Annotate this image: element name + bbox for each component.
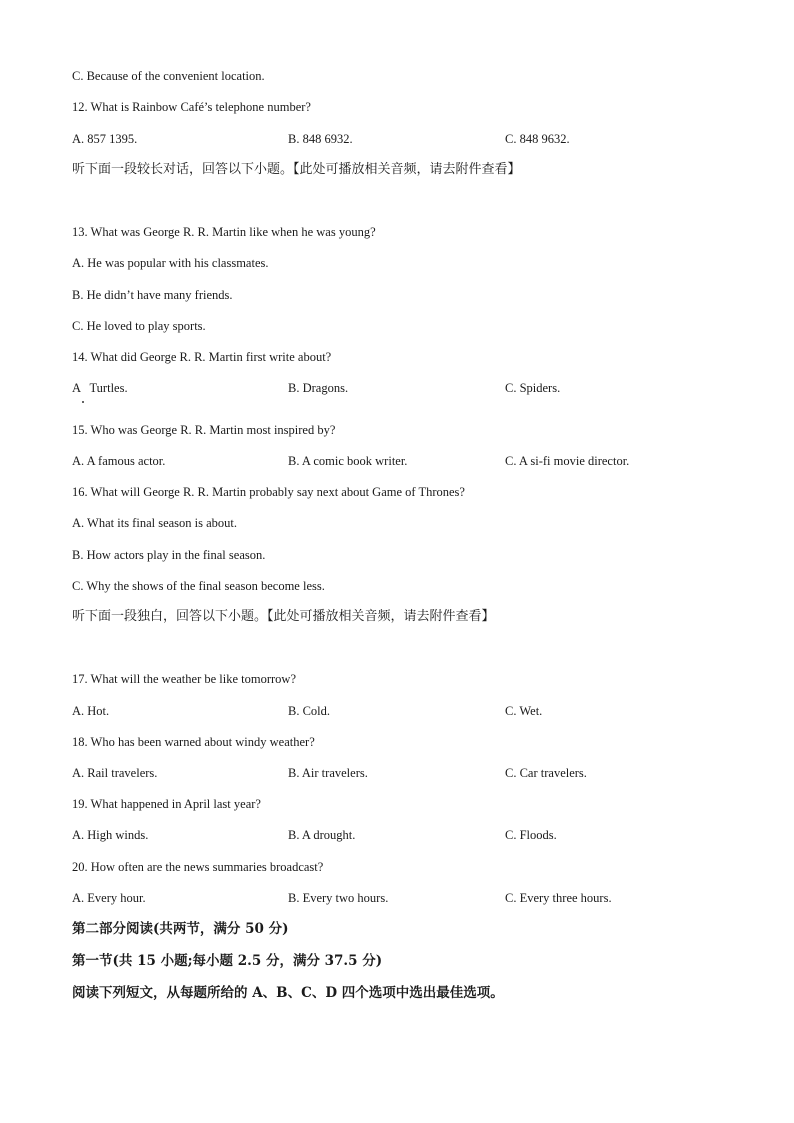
q14-question: 14. What did George R. R. Martin first write about?	[72, 350, 332, 364]
q16-question: 16. What will George R. R. Martin probably say next about Game of Thrones?	[72, 485, 465, 499]
q14-option-c: C. Spiders.	[505, 381, 561, 395]
q20-option-b: B. Every two hours.	[288, 891, 389, 905]
part2-instruction: 阅读下列短文，从每题所给的 A、B、C、D 四个选项中选出最佳选项。	[72, 985, 504, 1001]
q17-options	[72, 703, 772, 719]
q16-option-c: C. Why the shows of the final season become less.	[72, 579, 325, 593]
q14-options	[72, 380, 772, 396]
q12-question: 12. What is Rainbow Café’s telephone number?	[72, 100, 311, 114]
q12-option-a: A. 857 1395.	[72, 132, 138, 146]
q17-option-a: A. Hot.	[72, 704, 110, 718]
stray-dot-mark	[82, 401, 84, 403]
q20-option-a: A. Every hour.	[72, 891, 146, 905]
q15-option-a: A. A famous actor.	[72, 454, 166, 468]
q13-option-b: B. He didn’t have many friends.	[72, 288, 233, 302]
q12-option-c: C. 848 9632.	[505, 132, 570, 146]
q13-option-a: A. He was popular with his classmates.	[72, 256, 269, 270]
q17-option-b: B. Cold.	[288, 704, 331, 718]
q16-option-b: B. How actors play in the final season.	[72, 548, 266, 562]
q19-options	[72, 827, 772, 843]
q12-options	[72, 131, 772, 147]
q15-options	[72, 453, 772, 469]
listening-instruction-1: 听下面一段较长对话，回答以下小题。【此处可播放相关音频，请去附件查看】	[72, 162, 521, 177]
q17-option-c: C. Wet.	[505, 704, 543, 718]
q19-option-b: B. A drought.	[288, 828, 356, 842]
q18-question: 18. Who has been warned about windy weather?	[72, 735, 315, 749]
part2-section1-title: 第一节(共 15 小题;每小题 2.5 分，满分 37.5 分)	[72, 953, 383, 969]
q20-question: 20. How often are the news summaries broadcast?	[72, 860, 324, 874]
q16-option-a: A. What its final season is about.	[72, 516, 238, 530]
q13-question: 13. What was George R. R. Martin like when he was young?	[72, 225, 376, 239]
q19-option-a: A. High winds.	[72, 828, 149, 842]
q15-option-c: C. A si-fi movie director.	[505, 454, 630, 468]
q15-question: 15. Who was George R. R. Martin most inspired by?	[72, 423, 336, 437]
q18-option-c: C. Car travelers.	[505, 766, 587, 780]
q11-option-c: C. Because of the convenient location.	[72, 69, 265, 83]
q20-option-c: C. Every three hours.	[505, 891, 612, 905]
q14-option-b: B. Dragons.	[288, 381, 349, 395]
q20-options	[72, 890, 772, 906]
q12-option-b: B. 848 6932.	[288, 132, 353, 146]
q17-question: 17. What will the weather be like tomorrow?	[72, 672, 297, 686]
q19-question: 19. What happened in April last year?	[72, 797, 261, 811]
q15-option-b: B. A comic book writer.	[288, 454, 408, 468]
q18-options	[72, 765, 772, 781]
q18-option-a: A. Rail travelers.	[72, 766, 158, 780]
q19-option-c: C. Floods.	[505, 828, 557, 842]
part2-title: 第二部分阅读(共两节，满分 50 分)	[72, 921, 289, 937]
listening-instruction-2: 听下面一段独白，回答以下小题。【此处可播放相关音频，请去附件查看】	[72, 609, 495, 624]
q14-option-a: A Turtles.	[72, 381, 128, 395]
q13-option-c: C. He loved to play sports.	[72, 319, 206, 333]
q18-option-b: B. Air travelers.	[288, 766, 368, 780]
